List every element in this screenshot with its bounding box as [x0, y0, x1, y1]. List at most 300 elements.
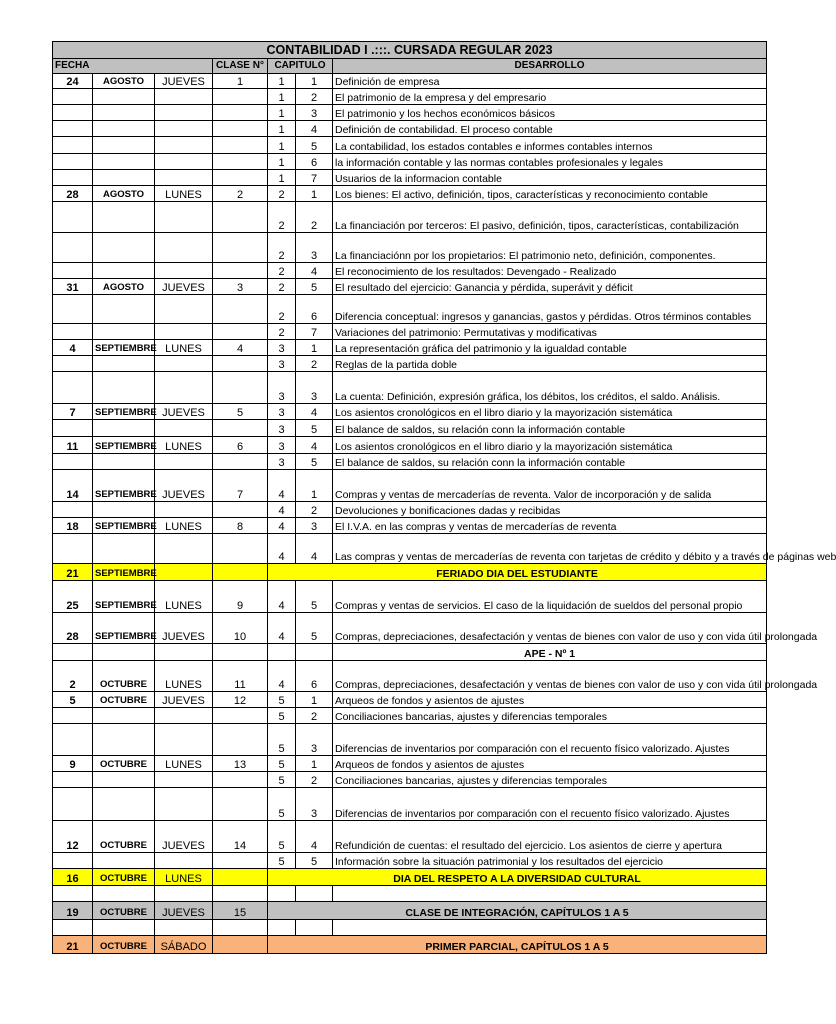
- cell-desarrollo: Diferencias de inventarios por comparación con el recuento físico valorizado. Ajustes: [333, 788, 767, 821]
- cell-desarrollo: APE - Nº 1: [333, 644, 767, 661]
- header-row: [53, 59, 767, 74]
- cell-clase: 11: [213, 661, 268, 692]
- cell-dia-semana: [155, 534, 213, 564]
- cell-capitulo: 1: [268, 137, 296, 154]
- table-row: [53, 340, 767, 356]
- table-row: [53, 74, 767, 89]
- cell-clase: [213, 502, 268, 518]
- cell-dia-num: [53, 788, 93, 821]
- cell-tema: 6: [296, 154, 333, 170]
- cell-clase: [213, 564, 268, 581]
- cell-clase: 9: [213, 581, 268, 613]
- cell-dia-semana: JUEVES: [155, 692, 213, 708]
- cell-dia-num: [53, 170, 93, 186]
- cell-tema: 1: [296, 756, 333, 772]
- cell-tema: 2: [296, 356, 333, 372]
- cell-desarrollo: Reglas de la partida doble: [333, 356, 767, 372]
- table-row: [53, 233, 767, 263]
- cell-dia-num: 31: [53, 279, 93, 295]
- cell-clase: [213, 324, 268, 340]
- cell-dia-num: 28: [53, 186, 93, 202]
- table-row: [53, 324, 767, 340]
- page-title: CONTABILIDAD I .:::. CURSADA REGULAR 2023: [53, 42, 767, 59]
- cell-dia-semana: [155, 263, 213, 279]
- cell-clase: 14: [213, 821, 268, 853]
- cell-capitulo: 2: [268, 324, 296, 340]
- cell-mes: [93, 788, 155, 821]
- cell-capitulo: [268, 886, 296, 902]
- cell-dia-semana: [155, 295, 213, 324]
- cell-dia-semana: LUNES: [155, 340, 213, 356]
- cell-desarrollo: El patrimonio de la empresa y del empresario: [333, 89, 767, 105]
- cell-dia-num: [53, 372, 93, 404]
- cell-tema: 4: [296, 121, 333, 137]
- cell-tema: 7: [296, 170, 333, 186]
- event-label: FERIADO DIA DEL ESTUDIANTE: [268, 564, 767, 581]
- cell-capitulo: 5: [268, 788, 296, 821]
- cell-desarrollo: Información sobre la situación patrimonial y los resultados del ejercicio: [333, 853, 767, 869]
- cell-dia-semana: [155, 920, 213, 936]
- table-row: [53, 202, 767, 233]
- cell-capitulo: 1: [268, 121, 296, 137]
- cell-dia-semana: [155, 564, 213, 581]
- cell-clase: 7: [213, 470, 268, 502]
- cell-dia-semana: [155, 724, 213, 756]
- cell-desarrollo: La cuenta: Definición, expresión gráfica, los débitos, los créditos, el saldo. Análisis.: [333, 372, 767, 404]
- table-row: [53, 372, 767, 404]
- table-row: [53, 121, 767, 137]
- cell-mes: SEPTIEMBRE: [93, 581, 155, 613]
- cell-clase: [213, 644, 268, 661]
- cell-tema: 1: [296, 470, 333, 502]
- table-row: [53, 279, 767, 295]
- cell-mes: SEPTIEMBRE: [93, 564, 155, 581]
- cell-dia-num: 2: [53, 661, 93, 692]
- table-row: [53, 454, 767, 470]
- cell-dia-semana: [155, 89, 213, 105]
- cell-dia-num: [53, 324, 93, 340]
- cell-clase: [213, 263, 268, 279]
- cell-capitulo: 5: [268, 772, 296, 788]
- cell-capitulo: 3: [268, 437, 296, 454]
- cell-desarrollo: La financiación por terceros: El pasivo, definición, tipos, características, contabilización: [333, 202, 767, 233]
- cell-capitulo: 4: [268, 661, 296, 692]
- cell-tema: [296, 644, 333, 661]
- cell-dia-num: [53, 724, 93, 756]
- cell-mes: [93, 886, 155, 902]
- cell-mes: [93, 708, 155, 724]
- cell-desarrollo: [333, 920, 767, 936]
- cell-clase: 6: [213, 437, 268, 454]
- cell-tema: 7: [296, 324, 333, 340]
- cell-tema: 5: [296, 613, 333, 644]
- cell-capitulo: 5: [268, 853, 296, 869]
- cell-tema: 3: [296, 372, 333, 404]
- cell-dia-num: 25: [53, 581, 93, 613]
- cell-clase: [213, 89, 268, 105]
- cell-capitulo: 5: [268, 821, 296, 853]
- cell-tema: 6: [296, 661, 333, 692]
- cell-tema: 5: [296, 454, 333, 470]
- cell-mes: [93, 154, 155, 170]
- cell-mes: [93, 170, 155, 186]
- cell-clase: [213, 170, 268, 186]
- header-capitulo: CAPITULO: [268, 59, 333, 74]
- cell-tema: 1: [296, 692, 333, 708]
- cell-clase: 15: [213, 902, 268, 920]
- cell-desarrollo: Conciliaciones bancarias, ajustes y diferencias temporales: [333, 708, 767, 724]
- cell-capitulo: 3: [268, 420, 296, 437]
- cell-clase: [213, 233, 268, 263]
- cell-dia-semana: LUNES: [155, 756, 213, 772]
- cell-dia-num: [53, 420, 93, 437]
- cell-mes: SEPTIEMBRE: [93, 470, 155, 502]
- cell-capitulo: 2: [268, 186, 296, 202]
- table-row: [53, 902, 767, 920]
- cell-desarrollo: Compras y ventas de servicios. El caso de la liquidación de sueldos del personal propio: [333, 581, 767, 613]
- cell-dia-semana: [155, 372, 213, 404]
- cell-desarrollo: Diferencia conceptual: ingresos y ganancias, gastos y pérdidas. Otros términos contables: [333, 295, 767, 324]
- cell-mes: [93, 420, 155, 437]
- cell-clase: 2: [213, 186, 268, 202]
- cell-dia-num: 21: [53, 936, 93, 954]
- cell-desarrollo: Arqueos de fondos y asientos de ajustes: [333, 756, 767, 772]
- cell-dia-semana: [155, 233, 213, 263]
- cell-desarrollo: Diferencias de inventarios por comparación con el recuento físico valorizado. Ajustes: [333, 724, 767, 756]
- cell-dia-num: 28: [53, 613, 93, 644]
- cell-mes: [93, 324, 155, 340]
- cell-capitulo: 5: [268, 708, 296, 724]
- cell-dia-semana: JUEVES: [155, 902, 213, 920]
- cell-desarrollo: La financiaciónn por los propietarios: El patrimonio neto, definición, componentes.: [333, 233, 767, 263]
- cell-mes: OCTUBRE: [93, 869, 155, 886]
- table-row: [53, 470, 767, 502]
- cell-dia-num: [53, 137, 93, 154]
- cell-dia-num: 19: [53, 902, 93, 920]
- cell-dia-num: [53, 295, 93, 324]
- table-row: [53, 724, 767, 756]
- cell-dia-num: [53, 89, 93, 105]
- table-row: [53, 756, 767, 772]
- cell-clase: [213, 295, 268, 324]
- cell-capitulo: 2: [268, 263, 296, 279]
- cell-capitulo: 2: [268, 233, 296, 263]
- cell-capitulo: 2: [268, 202, 296, 233]
- cell-clase: [213, 121, 268, 137]
- table-row: [53, 821, 767, 853]
- cell-mes: SEPTIEMBRE: [93, 340, 155, 356]
- cell-dia-num: 5: [53, 692, 93, 708]
- cell-tema: 2: [296, 708, 333, 724]
- cell-dia-semana: JUEVES: [155, 470, 213, 502]
- cell-mes: [93, 644, 155, 661]
- cell-dia-semana: SÁBADO: [155, 936, 213, 954]
- cell-clase: 1: [213, 74, 268, 89]
- cell-tema: 2: [296, 772, 333, 788]
- cell-dia-num: [53, 708, 93, 724]
- cell-tema: 6: [296, 295, 333, 324]
- table-row: [53, 105, 767, 121]
- cell-desarrollo: El patrimonio y los hechos económicos básicos: [333, 105, 767, 121]
- header-fecha: FECHA: [53, 59, 213, 74]
- cell-mes: [93, 724, 155, 756]
- event-label: DIA DEL RESPETO A LA DIVERSIDAD CULTURAL: [268, 869, 767, 886]
- cell-desarrollo: La contabilidad, los estados contables e informes contables internos: [333, 137, 767, 154]
- cell-desarrollo: Los asientos cronológicos en el libro diario y la mayorización sistemática: [333, 437, 767, 454]
- schedule-body: [53, 42, 836, 954]
- cell-mes: [93, 853, 155, 869]
- cell-clase: [213, 724, 268, 756]
- cell-dia-num: [53, 886, 93, 902]
- cell-mes: [93, 920, 155, 936]
- cell-desarrollo: Definición de empresa: [333, 74, 767, 89]
- cell-capitulo: [268, 920, 296, 936]
- cell-capitulo: 4: [268, 470, 296, 502]
- cell-dia-num: 4: [53, 340, 93, 356]
- table-row: [53, 534, 767, 564]
- cell-desarrollo: Devoluciones y bonificaciones dadas y recibidas: [333, 502, 767, 518]
- cell-desarrollo: Los bienes: El activo, definición, tipos, características y reconocimiento contable: [333, 186, 767, 202]
- cell-dia-num: [53, 356, 93, 372]
- cell-dia-num: 9: [53, 756, 93, 772]
- cell-tema: 3: [296, 233, 333, 263]
- cell-clase: [213, 356, 268, 372]
- table-row: [53, 644, 767, 661]
- cell-clase: [213, 420, 268, 437]
- cell-mes: [93, 121, 155, 137]
- cell-tema: 3: [296, 105, 333, 121]
- cell-dia-semana: [155, 105, 213, 121]
- table-row: [53, 869, 767, 886]
- cell-mes: [93, 89, 155, 105]
- table-row: [53, 154, 767, 170]
- cell-dia-semana: LUNES: [155, 581, 213, 613]
- cell-desarrollo: Compras y ventas de mercaderías de reventa. Valor de incorporación y de salida: [333, 470, 767, 502]
- cell-mes: [93, 295, 155, 324]
- schedule-table: [52, 41, 836, 954]
- cell-capitulo: 1: [268, 89, 296, 105]
- cell-dia-semana: JUEVES: [155, 404, 213, 420]
- cell-dia-num: [53, 772, 93, 788]
- cell-dia-semana: JUEVES: [155, 74, 213, 89]
- cell-dia-semana: LUNES: [155, 437, 213, 454]
- table-row: [53, 502, 767, 518]
- cell-dia-semana: LUNES: [155, 518, 213, 534]
- cell-clase: [213, 454, 268, 470]
- cell-dia-semana: [155, 356, 213, 372]
- cell-capitulo: 1: [268, 170, 296, 186]
- table-row: [53, 170, 767, 186]
- cell-dia-num: 18: [53, 518, 93, 534]
- cell-mes: AGOSTO: [93, 186, 155, 202]
- cell-capitulo: 4: [268, 613, 296, 644]
- cell-dia-num: 16: [53, 869, 93, 886]
- table-row: [53, 89, 767, 105]
- cell-desarrollo: Los asientos cronológicos en el libro diario y la mayorización sistemática: [333, 404, 767, 420]
- cell-mes: [93, 372, 155, 404]
- cell-desarrollo: Definición de contabilidad. El proceso contable: [333, 121, 767, 137]
- cell-tema: 4: [296, 263, 333, 279]
- cell-clase: 4: [213, 340, 268, 356]
- header-desarrollo: DESARROLLO: [333, 59, 767, 74]
- cell-clase: 12: [213, 692, 268, 708]
- table-row: [53, 788, 767, 821]
- table-row: [53, 404, 767, 420]
- cell-mes: [93, 772, 155, 788]
- cell-desarrollo: Las compras y ventas de mercaderías de reventa con tarjetas de crédito y débito y a través de páginas web: [333, 534, 767, 564]
- cell-capitulo: 5: [268, 756, 296, 772]
- cell-mes: [93, 105, 155, 121]
- cell-desarrollo: Usuarios de la informacion contable: [333, 170, 767, 186]
- cell-desarrollo: la información contable y las normas contables profesionales y legales: [333, 154, 767, 170]
- cell-dia-num: [53, 920, 93, 936]
- cell-dia-num: [53, 534, 93, 564]
- cell-mes: SEPTIEMBRE: [93, 404, 155, 420]
- cell-clase: [213, 708, 268, 724]
- cell-capitulo: 3: [268, 404, 296, 420]
- cell-mes: OCTUBRE: [93, 936, 155, 954]
- cell-desarrollo: Compras, depreciaciones, desafectación y ventas de bienes con valor de uso y con vida útil prolongada: [333, 613, 767, 644]
- cell-clase: [213, 105, 268, 121]
- cell-desarrollo: El I.V.A. en las compras y ventas de mercaderías de reventa: [333, 518, 767, 534]
- cell-desarrollo: Refundición de cuentas: el resultado del ejercicio. Los asientos de cierre y apertura: [333, 821, 767, 853]
- cell-capitulo: 3: [268, 356, 296, 372]
- cell-clase: 5: [213, 404, 268, 420]
- cell-mes: [93, 356, 155, 372]
- cell-clase: 13: [213, 756, 268, 772]
- table-row: [53, 886, 767, 902]
- cell-tema: 2: [296, 89, 333, 105]
- cell-capitulo: [268, 644, 296, 661]
- cell-dia-num: 14: [53, 470, 93, 502]
- table-row: [53, 263, 767, 279]
- cell-mes: [93, 263, 155, 279]
- table-row: [53, 772, 767, 788]
- cell-dia-semana: [155, 202, 213, 233]
- cell-mes: OCTUBRE: [93, 756, 155, 772]
- cell-dia-semana: [155, 137, 213, 154]
- cell-mes: SEPTIEMBRE: [93, 613, 155, 644]
- cell-dia-semana: [155, 644, 213, 661]
- cell-mes: AGOSTO: [93, 279, 155, 295]
- cell-desarrollo: Conciliaciones bancarias, ajustes y diferencias temporales: [333, 772, 767, 788]
- cell-dia-semana: [155, 121, 213, 137]
- cell-desarrollo: Variaciones del patrimonio: Permutativas y modificativas: [333, 324, 767, 340]
- cell-dia-num: [53, 105, 93, 121]
- cell-dia-num: [53, 202, 93, 233]
- cell-clase: [213, 154, 268, 170]
- cell-clase: [213, 202, 268, 233]
- table-row: [53, 661, 767, 692]
- cell-mes: SEPTIEMBRE: [93, 437, 155, 454]
- table-row: [53, 692, 767, 708]
- cell-dia-semana: [155, 420, 213, 437]
- cell-tema: 4: [296, 821, 333, 853]
- cell-capitulo: 2: [268, 295, 296, 324]
- cell-tema: 3: [296, 518, 333, 534]
- cell-dia-num: 12: [53, 821, 93, 853]
- cell-dia-num: [53, 644, 93, 661]
- header-clase: CLASE N°: [213, 59, 268, 74]
- cell-clase: [213, 772, 268, 788]
- cell-capitulo: 4: [268, 534, 296, 564]
- cell-tema: 5: [296, 581, 333, 613]
- cell-capitulo: 4: [268, 581, 296, 613]
- cell-capitulo: 1: [268, 74, 296, 89]
- cell-mes: OCTUBRE: [93, 821, 155, 853]
- cell-capitulo: 3: [268, 454, 296, 470]
- cell-dia-num: [53, 853, 93, 869]
- cell-dia-semana: [155, 853, 213, 869]
- cell-capitulo: 2: [268, 279, 296, 295]
- cell-dia-num: [53, 502, 93, 518]
- cell-tema: 4: [296, 404, 333, 420]
- cell-dia-semana: [155, 772, 213, 788]
- cell-tema: 1: [296, 340, 333, 356]
- cell-mes: [93, 502, 155, 518]
- cell-dia-semana: [155, 886, 213, 902]
- cell-desarrollo: El balance de saldos, su relación conn la información contable: [333, 454, 767, 470]
- table-row: [53, 853, 767, 869]
- cell-mes: OCTUBRE: [93, 902, 155, 920]
- cell-dia-semana: [155, 170, 213, 186]
- cell-clase: [213, 534, 268, 564]
- cell-tema: 3: [296, 788, 333, 821]
- cell-tema: 4: [296, 437, 333, 454]
- table-row: [53, 936, 767, 954]
- cell-mes: AGOSTO: [93, 74, 155, 89]
- cell-dia-semana: LUNES: [155, 661, 213, 692]
- cell-dia-num: [53, 121, 93, 137]
- cell-dia-semana: [155, 154, 213, 170]
- cell-clase: [213, 936, 268, 954]
- cell-tema: 5: [296, 853, 333, 869]
- cell-clase: [213, 886, 268, 902]
- cell-tema: 2: [296, 502, 333, 518]
- cell-dia-semana: JUEVES: [155, 613, 213, 644]
- cell-tema: [296, 920, 333, 936]
- cell-mes: OCTUBRE: [93, 692, 155, 708]
- table-row: [53, 356, 767, 372]
- cell-clase: 10: [213, 613, 268, 644]
- cell-capitulo: 4: [268, 502, 296, 518]
- cell-dia-semana: [155, 502, 213, 518]
- cell-capitulo: 5: [268, 724, 296, 756]
- cell-mes: [93, 137, 155, 154]
- cell-desarrollo: Arqueos de fondos y asientos de ajustes: [333, 692, 767, 708]
- table-row: [53, 564, 767, 581]
- cell-tema: 5: [296, 137, 333, 154]
- cell-dia-semana: LUNES: [155, 186, 213, 202]
- cell-dia-semana: [155, 788, 213, 821]
- cell-dia-semana: [155, 708, 213, 724]
- cell-desarrollo: [333, 886, 767, 902]
- cell-dia-semana: LUNES: [155, 869, 213, 886]
- cell-dia-semana: [155, 454, 213, 470]
- cell-capitulo: 3: [268, 372, 296, 404]
- cell-tema: 4: [296, 534, 333, 564]
- cell-tema: 2: [296, 202, 333, 233]
- cell-mes: SEPTIEMBRE: [93, 518, 155, 534]
- cell-mes: [93, 534, 155, 564]
- title-row: [53, 42, 767, 59]
- cell-dia-num: [53, 154, 93, 170]
- cell-clase: [213, 788, 268, 821]
- cell-clase: [213, 869, 268, 886]
- event-label: PRIMER PARCIAL, CAPÍTULOS 1 A 5: [268, 936, 767, 954]
- cell-capitulo: 5: [268, 692, 296, 708]
- cell-mes: OCTUBRE: [93, 661, 155, 692]
